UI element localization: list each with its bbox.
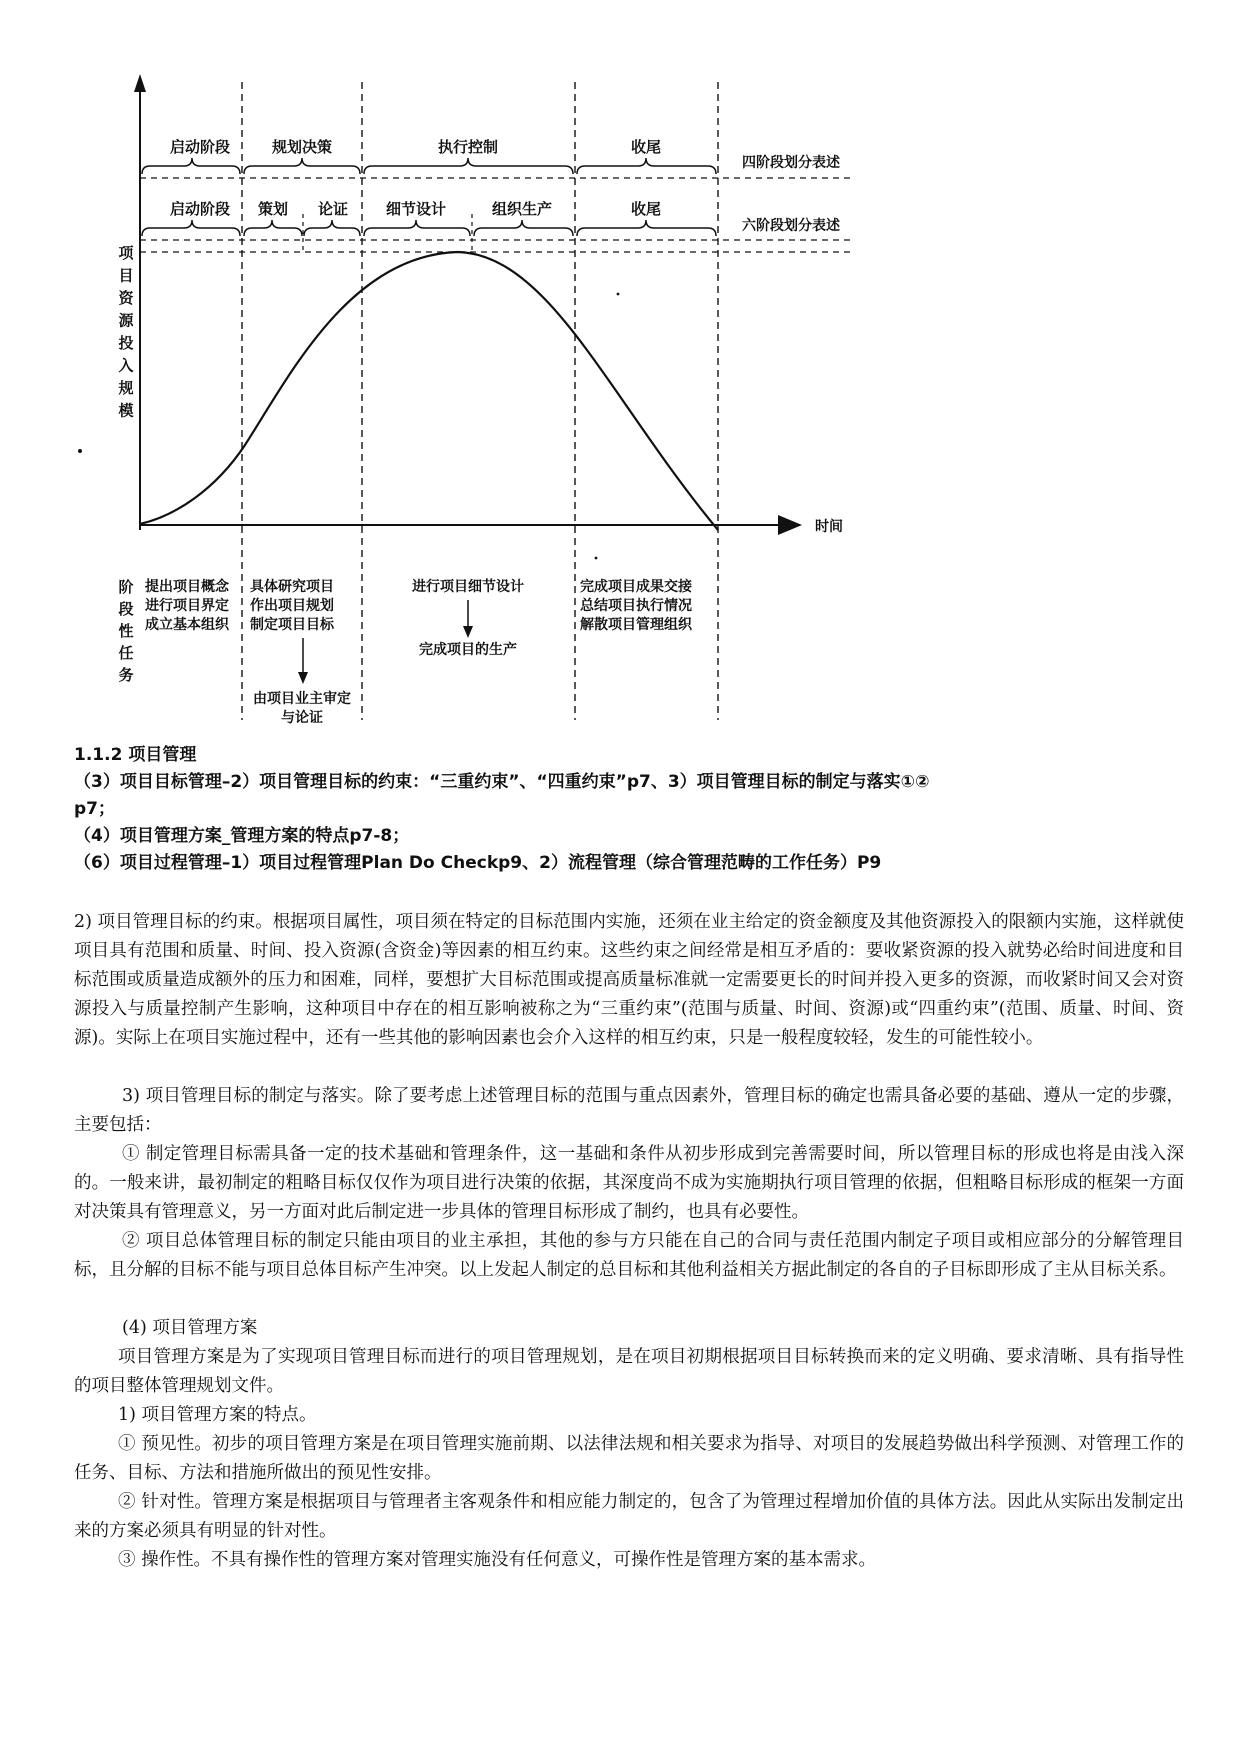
paragraph-goal-point-1: ① 制定管理目标需具备一定的技术基础和管理条件，这一基础和条件从初步形成到完善需要时间，所以管理目标的形成也将是由浅入深的。一般来讲，最初制定的粗略目标仅仅作为项目进行决策的依据，其深度尚不成为实施期执行项目管理的依据，但粗略目标形成的框架一方面对决策具有管理意义，另一方面对此后制定进一步具体的管理目标形成了制约，也具有必要性。 bbox=[74, 1144, 1184, 1222]
subheading-management-plan: (4) 项目管理方案 bbox=[122, 1318, 258, 1338]
six-stage-phase-4: 细节设计 bbox=[385, 200, 447, 218]
task-2-result-line-2: 与论证 bbox=[281, 710, 323, 726]
task-1-line-3: 成立基本组织 bbox=[145, 617, 229, 633]
vertical-label-char: 目 bbox=[118, 266, 134, 285]
x-axis-label: 时间 bbox=[815, 519, 843, 535]
vertical-label-char: 模 bbox=[118, 401, 134, 420]
vertical-label-char: 投 bbox=[118, 334, 134, 352]
heading-item-3-continued: p7； bbox=[74, 799, 115, 819]
six-stage-phase-3: 论证 bbox=[317, 200, 349, 218]
paragraph-feature-2: ② 针对性。管理方案是根据项目与管理者主客观条件和相应能力制定的，包含了为管理过程增加价值的具体方法。因此从实际出发制定出来的方案必须具有明显的针对性。 bbox=[74, 1492, 1184, 1541]
task-4-line-3: 解散项目管理组织 bbox=[580, 617, 692, 633]
six-stage-phase-5: 组织生产 bbox=[491, 200, 553, 218]
task-row-label bbox=[117, 578, 133, 684]
y-axis-label bbox=[117, 244, 134, 420]
heading-item-3: （3）项目目标管理–2）项目管理目标的约束：“三重约束”、“四重约束”p7、3）项目管理目标的制定与落实①② bbox=[74, 772, 930, 792]
six-stage-row-label: 六阶段划分表述 bbox=[742, 218, 840, 234]
vertical-label-char: 任 bbox=[118, 644, 134, 662]
six-stage-phase-2: 策划 bbox=[257, 200, 289, 218]
task-2-arrow-head-icon bbox=[298, 672, 308, 684]
paragraph-management-plan: 项目管理方案是为了实现项目管理目标而进行的项目管理规划，是在项目初期根据项目目标转换而来的定义明确、要求清晰、具有指导性的项目整体管理规划文件。 bbox=[74, 1347, 1184, 1396]
task-3-arrow-head-icon bbox=[463, 626, 473, 638]
task-2-line-3: 制定项目目标 bbox=[250, 617, 334, 633]
heading-item-4: （4）项目管理方案_管理方案的特点p7-8； bbox=[74, 826, 410, 846]
four-stage-phase-2: 规划决策 bbox=[271, 138, 333, 156]
vertical-label-char: 项 bbox=[118, 244, 134, 262]
six-stage-phase-1: 启动阶段 bbox=[169, 200, 231, 218]
task-4-line-1: 完成项目成果交接 bbox=[580, 579, 692, 595]
task-1-line-2: 进行项目界定 bbox=[145, 598, 229, 614]
task-2-line-2: 作出项目规划 bbox=[250, 598, 334, 614]
vertical-label-char: 务 bbox=[118, 666, 134, 684]
vertical-label-char: 源 bbox=[118, 311, 134, 330]
y-axis-arrow-icon bbox=[134, 74, 146, 92]
paragraph-goal-point-2: ② 项目总体管理目标的制定只能由项目的业主承担，其他的参与方只能在自己的合同与责任范围内制定子项目或相应部分的分解管理目标，且分解的目标不能与项目总体目标产生冲突。以上发起人制定的总目标和其他利益相关方据此制定的各自的子目标即形成了主从目标关系。 bbox=[74, 1231, 1184, 1280]
four-stage-row-label: 四阶段划分表述 bbox=[742, 155, 840, 171]
six-stage-braces bbox=[142, 220, 716, 236]
vertical-label-char: 段 bbox=[118, 600, 134, 618]
six-stage-phase-6: 收尾 bbox=[630, 200, 662, 218]
task-1-line-1: 提出项目概念 bbox=[145, 579, 229, 595]
paragraph-feature-1: ① 预见性。初步的项目管理方案是在项目管理实施前期、以法律法规和相关要求为指导、对项目的发展趋势做出科学预测、对管理工作的任务、目标、方法和措施所做出的预见性安排。 bbox=[74, 1434, 1184, 1483]
vertical-label-char: 规 bbox=[118, 379, 134, 397]
paragraph-goal-setting: 3) 项目管理目标的制定与落实。除了要考虑上述管理目标的范围与重点因素外，管理目标的确定也需具备必要的基础、遵从一定的步骤，主要包括： bbox=[74, 1086, 1184, 1135]
paragraph-constraints: 2) 项目管理目标的约束。根据项目属性，项目须在特定的目标范围内实施，还须在业主给定的资金额度及其他资源投入的限额内实施，这样就使项目具有范围和质量、时间、投入资源(含资金)等因素的相互约束。这些约束之间经常是相互矛盾的：要收紧资源的投入就势必给时间进度和目标范围或质量造成额外的压力和困难，同样，要想扩大目标范围或提高质量标准就一定需要更长的时间并投入更多的资源，而收紧时间又会对资源投入与质量控制产生影响，这种项目中存在的相互影响被称之为“三重约束”(范围与质量、时间、资源)或“四重约束”(范围、质量、时间、资源)。实际上在项目实施过程中，还有一些其他的影响因素也会介入这样的相互约束，只是一般程度较轻，发生的可能性较小。 bbox=[74, 912, 1184, 1048]
stray-dot bbox=[595, 557, 598, 560]
paragraph-plan-features: 1) 项目管理方案的特点。 bbox=[118, 1405, 317, 1425]
paragraph-feature-3: ③ 操作性。不具有操作性的管理方案对管理实施没有任何意义，可操作性是管理方案的基本需求。 bbox=[118, 1550, 877, 1570]
stray-dot bbox=[78, 449, 82, 453]
task-2-result-line-1: 由项目业主审定 bbox=[253, 691, 351, 707]
task-2-line-1: 具体研究项目 bbox=[250, 579, 334, 595]
four-stage-phase-3: 执行控制 bbox=[437, 138, 499, 156]
section-title: 1.1.2 项目管理 bbox=[74, 745, 197, 765]
vertical-label-char: 性 bbox=[118, 622, 134, 640]
minor-separators bbox=[303, 214, 472, 250]
resource-curve bbox=[140, 252, 718, 530]
vertical-label-char: 资 bbox=[118, 289, 134, 307]
heading-item-6: （6）项目过程管理–1）项目过程管理Plan Do Checkp9、2）流程管理（综合管理范畴的工作任务）P9 bbox=[74, 853, 882, 873]
task-3-text: 进行项目细节设计 bbox=[412, 579, 524, 595]
four-stage-phase-1: 启动阶段 bbox=[169, 138, 231, 156]
four-stage-phase-4: 收尾 bbox=[630, 138, 662, 156]
four-stage-braces bbox=[142, 158, 716, 174]
project-lifecycle-diagram bbox=[0, 0, 1241, 740]
stray-dot bbox=[617, 293, 620, 296]
vertical-label-char: 入 bbox=[118, 356, 134, 375]
task-3-result: 完成项目的生产 bbox=[419, 642, 517, 658]
section-headings bbox=[74, 742, 1184, 877]
body-text bbox=[74, 908, 1184, 1575]
task-4-line-2: 总结项目执行情况 bbox=[580, 598, 692, 614]
vertical-label-char: 阶 bbox=[118, 578, 134, 596]
